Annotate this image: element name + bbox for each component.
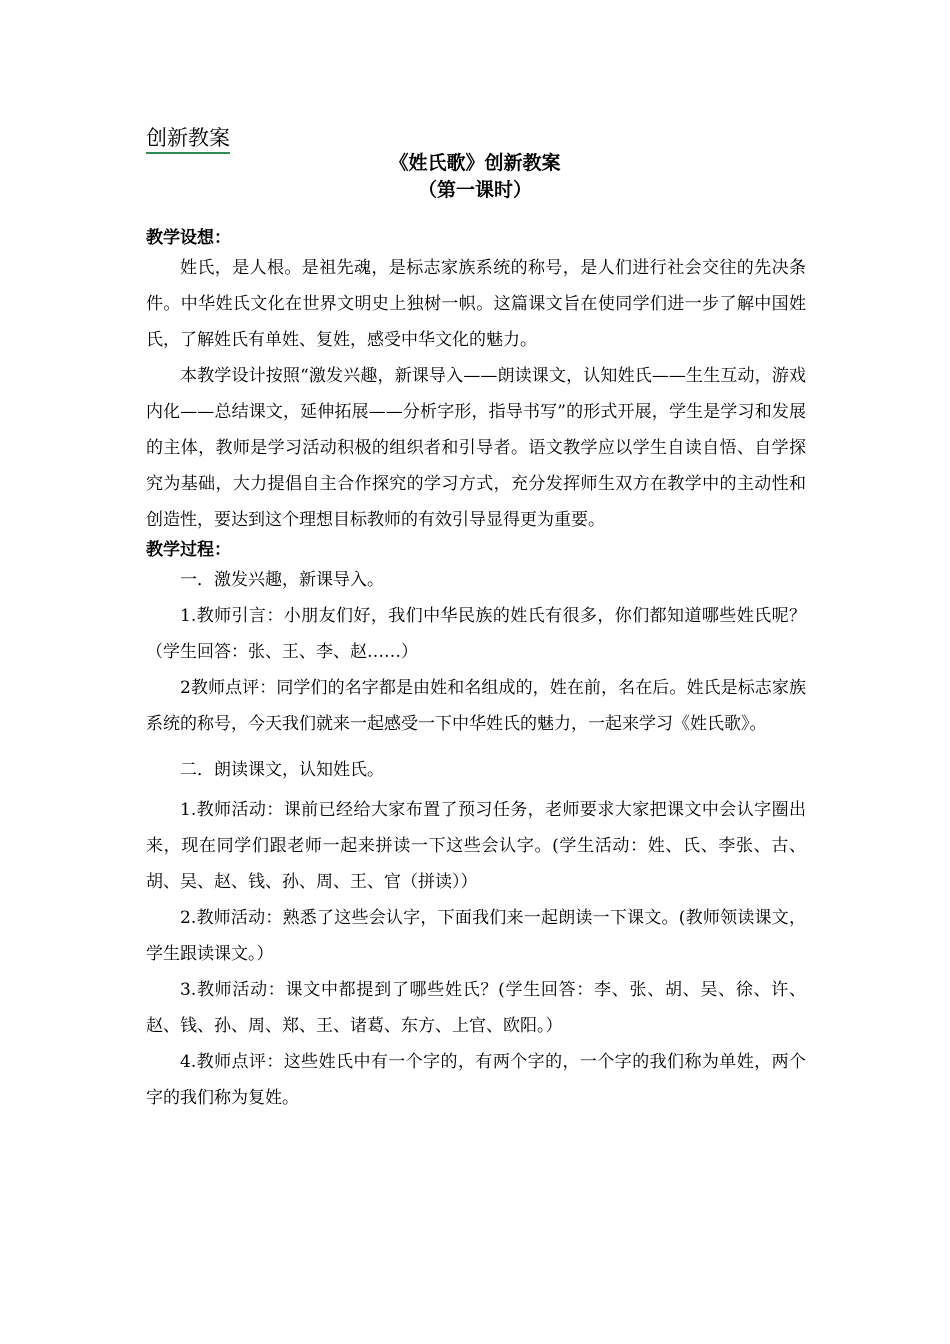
section-heading-process: 教学过程： [146,540,231,560]
process-paragraph-3: 1.教师活动：课前已经给大家布置了预习任务，老师要求大家把课文中会认字圈出来，现在同学们跟老师一起来拼读一下这些会认字。(学生活动：姓、氏、李张、古、胡、吴、赵、钱、孙、周、王、官（拼读）） [146,800,806,892]
design-paragraph-1: 姓氏，是人根。是祖先魂，是标志家族系统的称号，是人们进行社会交往的先决条件。中华姓氏文化在世界文明史上独树一帜。这篇课文旨在使同学们进一步了解中国姓氏，了解姓氏有单姓、复姓，感受中华文化的魅力。 [146,258,806,350]
process-paragraph-5: 3.教师活动：课文中都提到了哪些姓氏？(学生回答：李、张、胡、吴、徐、许、赵、钱、孙、周、郑、王、诸葛、东方、上官、欧阳。） [146,980,806,1036]
process-paragraph-4: 2.教师活动：熟悉了这些会认字，下面我们来一起朗读一下课文。(教师领读课文，学生跟读课文。） [146,908,806,964]
process-paragraph-6: 4.教师点评：这些姓氏中有一个字的，有两个字的，一个字的我们称为单姓，两个字的我们称为复姓。 [146,1052,806,1108]
process-step-1-heading: 一．激发兴趣，新课导入。 [180,570,384,590]
document-header: 创新教案 [146,124,230,154]
process-step-2-heading: 二．朗读课文，认知姓氏。 [180,760,384,780]
document-subtitle: （第一课时） [417,179,532,201]
document-title: 《姓氏歌》创新教案 [389,152,561,174]
design-paragraph-2: 本教学设计按照“激发兴趣，新课导入——朗读课文，认知姓氏——生生互动，游戏内化——总结课文，延伸拓展——分析字形，指导书写”的形式开展，学生是学习和发展的主体，教师是学习活动积极的组织者和引导者。语文教学应以学生自读自悟、自学探究为基础，大力提倡自主合作探究的学习方式，充分发挥师生双方在教学中的主动性和创造性，要达到这个理想目标教师的有效引导显得更为重要。 [146,366,806,530]
spacer [146,742,806,752]
process-paragraph-2: 2教师点评：同学们的名字都是由姓和名组成的，姓在前，名在后。姓氏是标志家族系统的称号，今天我们就来一起感受一下中华姓氏的魅力，一起来学习《姓氏歌》。 [146,678,806,734]
process-paragraph-1: 1.教师引言：小朋友们好，我们中华民族的姓氏有很多，你们都知道哪些姓氏呢？（学生回答：张、王、李、赵……） [146,606,806,662]
section-heading-design: 教学设想： [146,228,231,248]
document-body [146,226,806,1116]
